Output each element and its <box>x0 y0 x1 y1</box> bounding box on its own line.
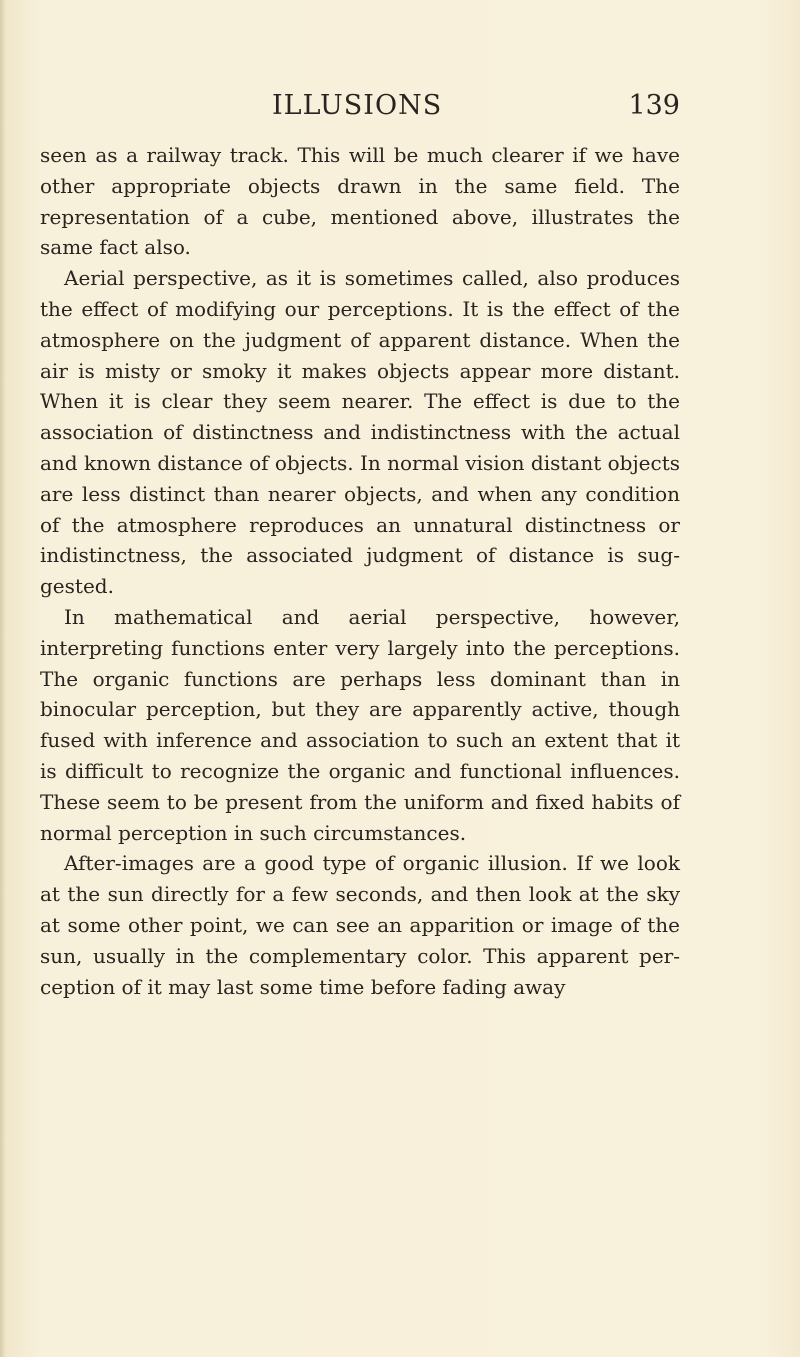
body-text <box>40 140 680 1002</box>
paragraph-continued: seen as a railway track. This will be much clearer if we have other appropriate objects drawn in the same field. The representation of a cube, mentioned above, illustrates the same fact also. <box>40 143 680 260</box>
page-header <box>40 90 680 130</box>
spine-shadow <box>0 0 6 1357</box>
running-head: ILLUSIONS <box>272 90 443 121</box>
page-number: 139 <box>628 90 680 121</box>
paragraph-mathematical-perspective: In mathematical and aerial perspective, however, interpreting functions enter very largely into the perceptions. The organic functions are perhaps less dominant than in binocular perception, but they are apparently active, though fused with inference and association to such an extent that it is difficult to recognize the organic and functional influences. These seem to be present from the uniform and fixed habits of normal perception in such circumstances. <box>40 604 680 845</box>
paragraph-after-images: After-images are a good type of organic illusion. If we look at the sun directly for a few seconds, and then look at the sky at some other point, we can see an apparition or image of the sun, usually in the complementary color. This apparent perception of it may last some time before fading away <box>40 851 680 999</box>
paragraph-aerial-perspective: Aerial perspective, as it is sometimes called, also produces the effect of modifying our perceptions. It is the effect of the atmosphere on the judgment of apparent distance. When the air is misty or smoky it makes objects appear more distant. When it is clear they seem nearer. The effect is due to the association of distinctness and indistinctness with the actual and known distance of objects. In normal vision distant objects are less distinct than nearer objects, and when any condition of the atmosphere reproduces an unnatural distinctness or indistinctness, the associated judgment of distance is suggested. <box>40 266 680 599</box>
